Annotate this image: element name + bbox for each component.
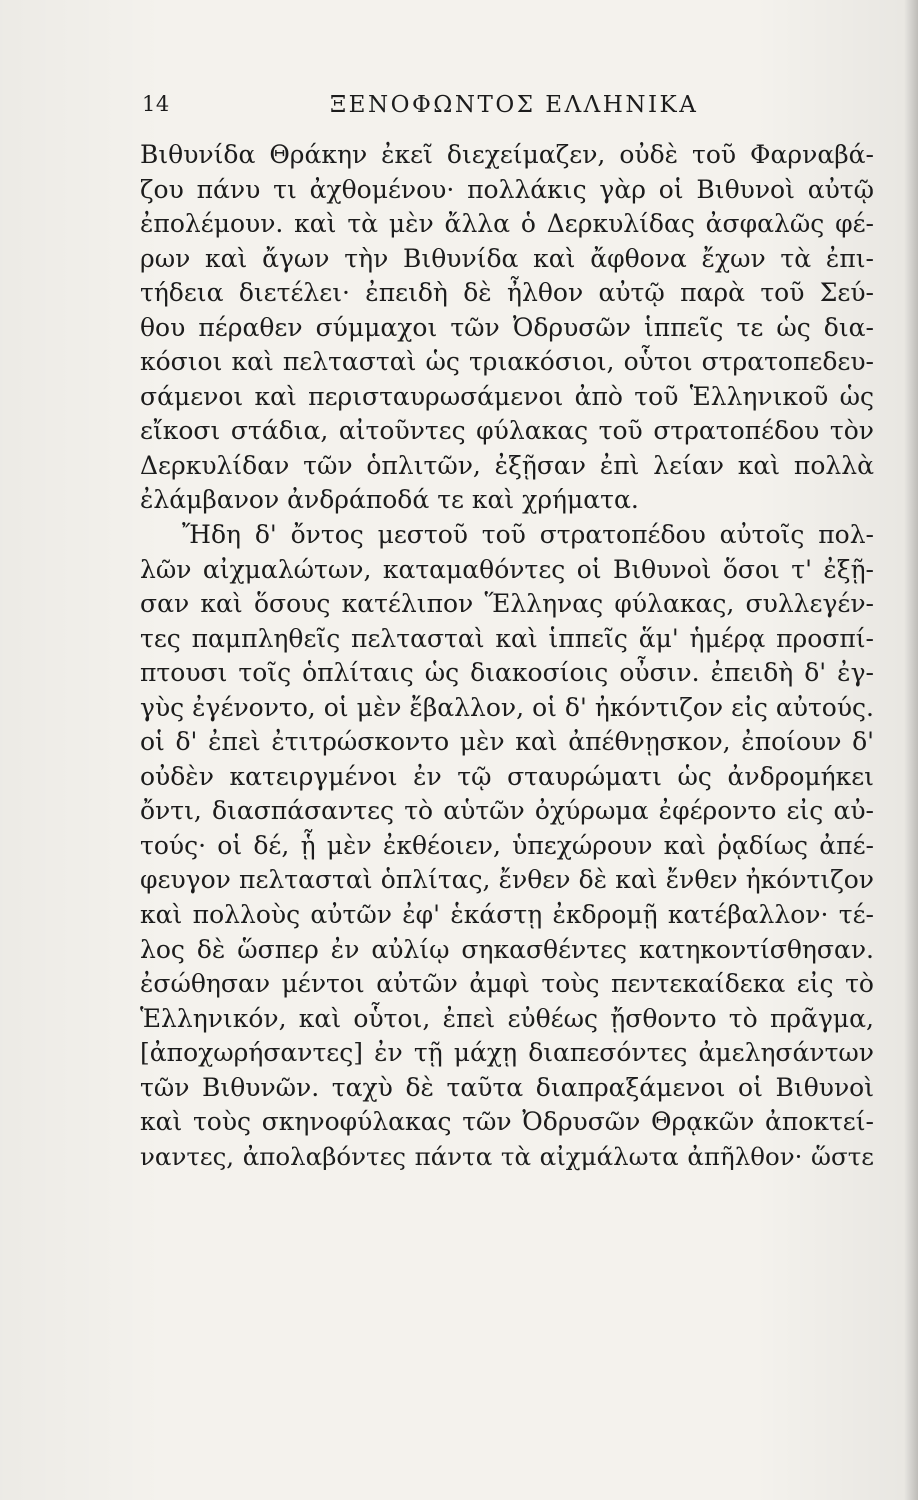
running-title: ΞΕΝΟΦΩΝΤΟΣ ΕΛΛΗΝΙΚΑ xyxy=(330,92,699,118)
text-line: τήδεια διετέλει· ἐπειδὴ δὲ ἦλθον αὐτῷ παρὰ τοῦ Σεύ- xyxy=(140,278,874,308)
text-line: εἴκοσι στάδια, αἰτοῦντες φύλακας τοῦ στρατοπέδου τὸν xyxy=(140,416,874,446)
text-line: γὺς ἐγένοντο, οἱ μὲν ἔβαλλον, οἱ δ' ἠκόντιζον εἰς αὐτούς. xyxy=(140,692,874,722)
text-line: κόσιοι καὶ πελτασταὶ ὡς τριακόσιοι, οὗτοι στρατοπεδευ- xyxy=(140,347,874,377)
paragraph-2 xyxy=(140,518,874,1174)
text-line: ἐλάμβανον ἀνδράποδά τε καὶ χρήματα. xyxy=(140,485,639,515)
text-line: σάμενοι καὶ περισταυρωσάμενοι ἀπὸ τοῦ Ἑλληνικοῦ ὡς xyxy=(140,381,874,411)
text-line: ἐσώθησαν μέντοι αὐτῶν ἀμφὶ τοὺς πεντεκαίδεκα εἰς τὸ xyxy=(140,969,874,999)
text-line: τούς· οἱ δέ, ᾗ μὲν ἐκθέοιεν, ὑπεχώρουν καὶ ῥᾳδίως ἀπέ- xyxy=(140,830,874,860)
text-line: λῶν αἰχμαλώτων, καταμαθόντες οἱ Βιθυνοὶ ὅσοι τ' ἐξῇ- xyxy=(140,554,874,584)
text-line: ρων καὶ ἄγων τὴν Βιθυνίδα καὶ ἄφθονα ἔχων τὰ ἐπι- xyxy=(140,243,874,273)
text-line: [ἀποχωρήσαντες] ἐν τῇ μάχῃ διαπεσόντες ἀμελησάντων xyxy=(140,1038,874,1068)
text-line: οἱ δ' ἐπεὶ ἐτιτρώσκοντο μὲν καὶ ἀπέθνῃσκον, ἐποίουν δ' xyxy=(140,727,874,757)
text-line: ἐπολέμουν. καὶ τὰ μὲν ἄλλα ὁ Δερκυλίδας ἀσφαλῶς φέ- xyxy=(140,209,874,239)
text-line: Ἑλληνικόν, καὶ οὗτοι, ἐπεὶ εὐθέως ᾔσθοντο τὸ πρᾶγμα, xyxy=(140,1003,874,1033)
text-line: φευγον πελτασταὶ ὁπλίτας, ἔνθεν δὲ καὶ ἔνθεν ἠκόντιζον xyxy=(140,865,874,895)
text-line: τες παμπληθεῖς πελτασταὶ καὶ ἱππεῖς ἅμ' ἡμέρᾳ προσπί- xyxy=(140,623,874,653)
text-line: τῶν Βιθυνῶν. ταχὺ δὲ ταῦτα διαπραξάμενοι οἱ Βιθυνοὶ xyxy=(140,1072,874,1102)
text-line: καὶ τοὺς σκηνοφύλακας τῶν Ὀδρυσῶν Θρᾳκῶν ἀποκτεί- xyxy=(140,1107,874,1137)
text-line: πτουσι τοῖς ὁπλίταις ὡς διακοσίοις οὖσιν. ἐπειδὴ δ' ἐγ- xyxy=(140,658,874,688)
text-line: θου πέραθεν σύμμαχοι τῶν Ὀδρυσῶν ἱππεῖς τε ὡς δια- xyxy=(140,312,874,342)
page-number: 14 xyxy=(142,92,170,116)
text-line: ζου πάνυ τι ἀχθομένου· πολλάκις γὰρ οἱ Βιθυνοὶ αὐτῷ xyxy=(140,174,874,204)
text-line: ὄντι, διασπάσαντες τὸ αὑτῶν ὀχύρωμα ἐφέροντο εἰς αὐ- xyxy=(140,796,874,826)
running-head xyxy=(140,92,878,122)
text-line: Ἤδη δ' ὄντος μεστοῦ τοῦ στρατοπέδου αὐτοῖς πολ- xyxy=(182,520,874,550)
text-line: λος δὲ ὥσπερ ἐν αὐλίῳ σηκασθέντες κατηκοντίσθησαν. xyxy=(140,934,874,964)
text-line: οὐδὲν κατειργμένοι ἐν τῷ σταυρώματι ὡς ἀνδρομήκει xyxy=(140,761,874,791)
page-edge-shadow xyxy=(904,0,918,1500)
text-line: Δερκυλίδαν τῶν ὁπλιτῶν, ἐξῇσαν ἐπὶ λείαν καὶ πολλὰ xyxy=(140,450,874,480)
text-line: σαν καὶ ὅσους κατέλιπον Ἕλληνας φύλακας, συλλεγέν- xyxy=(140,589,874,619)
text-body xyxy=(140,138,874,1174)
text-line: ναντες, ἀπολαβόντες πάντα τὰ αἰχμάλωτα ἀπῆλθον· ὥστε xyxy=(140,1141,874,1171)
text-line: καὶ πολλοὺς αὐτῶν ἐφ' ἑκάστῃ ἐκδρομῇ κατέβαλλον· τέ- xyxy=(140,900,874,930)
paragraph-1 xyxy=(140,138,874,518)
text-line: Βιθυνίδα Θράκην ἐκεῖ διεχείμαζεν, οὐδὲ τοῦ Φαρναβά- xyxy=(140,140,874,169)
